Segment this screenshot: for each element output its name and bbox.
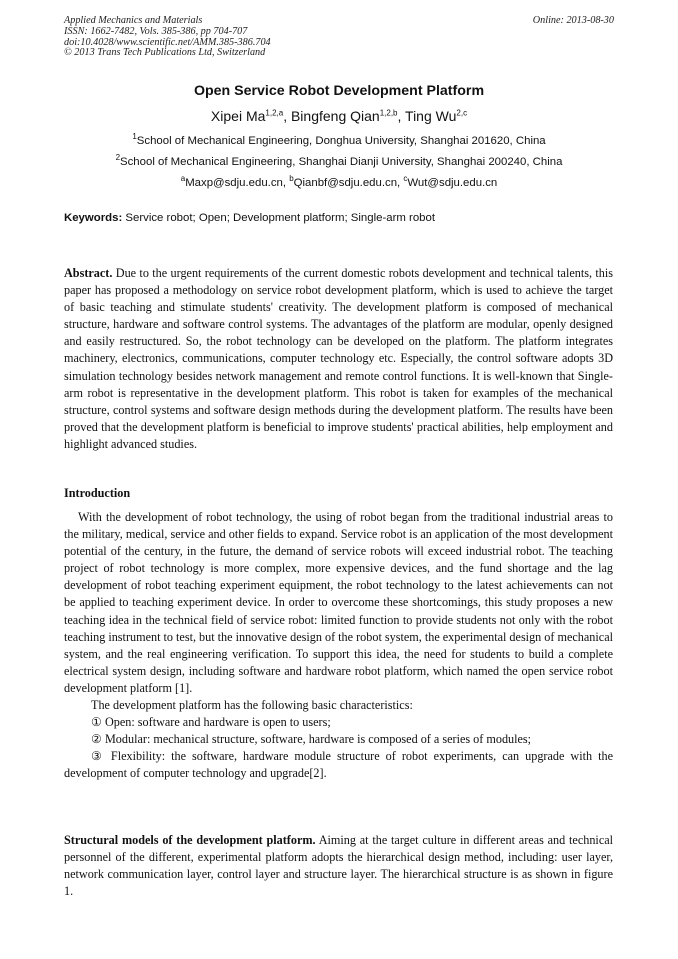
online-date: Online: 2013-08-30 xyxy=(532,15,614,26)
intro-paragraph: With the development of robot technology, the using of robot began from the traditional industrial areas to the military, medical, service and other fields to expand. Service robot is an application of the most development potential of the century, in the future, the demand of service robots will exceed industrial robot. The teaching project of robot technology is more complex, more expensive devices, and the fund shortage and the lag development of robot teaching experiment equipment, the robot technology to the latest achievements can not be applied to teaching experiment device. In order to overcome these shortcomings, this study proposes a new teaching idea in the technical field of service robot: limited function to provide students not only with the robot teaching instrument to test, but the innovative design of the robot system, the experimental design of mechanical system, and the real engineering verification. To support this idea, the need for students to build a complete electrical system design, including software and hardware robot platform, which named the open service robot development platform [1]. xyxy=(64,510,613,695)
abstract-label: Abstract. xyxy=(64,266,113,280)
doi-line: doi:10.4028/www.scientific.net/AMM.385-386.704 xyxy=(64,36,271,48)
author-name: Ting Wu xyxy=(405,108,457,124)
introduction-body xyxy=(64,509,613,783)
author-superscript: 2,c xyxy=(456,108,468,118)
author-superscript: 1,2,b xyxy=(379,108,398,118)
characteristic-item: ③ Flexibility: the software, hardware module structure of robot experiments, can upgrade with the development of computer technology and upgrade[2]. xyxy=(64,749,613,781)
abstract xyxy=(64,265,613,453)
characteristic-item: ① Open: software and hardware is open to users; xyxy=(91,715,331,730)
keywords-label: Keywords: xyxy=(64,212,123,224)
issn-line: ISSN: 1662-7482, Vols. 385-386, pp 704-707 xyxy=(64,25,248,37)
characteristic-item: ② Modular: mechanical structure, software, hardware is composed of a series of modules; xyxy=(91,732,532,747)
author-name: Xipei Ma xyxy=(210,108,266,124)
structural-text: Aiming at the target culture in different areas and technical personnel of the different, experimental platform adopts the hierarchical design method, including: user layer, network communication layer, control layer and structure layer. The hierarchical structure is as shown in figure 1. xyxy=(64,833,614,899)
email-link[interactable]: Wut@sdju.edu.cn xyxy=(407,177,498,189)
author-superscript: 1,2,a xyxy=(265,108,284,118)
intro-paragraph: The development platform has the following basic characteristics: xyxy=(91,698,413,713)
affiliation-1: $^1$School of Mechanical Engineering, Donghua University, Shanghai 201620, China xyxy=(132,132,546,147)
section-heading-introduction: Introduction xyxy=(64,486,131,500)
keywords xyxy=(64,212,435,224)
author-emails: $^a$Maxp@sdju.edu.cn, $^b$Qianbf@sdju.edu.cn, $^c$Wut@sdju.edu.cn xyxy=(180,174,498,189)
structural-models-section xyxy=(64,832,613,900)
journal-header xyxy=(64,16,271,59)
keywords-text: Service robot; Open; Development platform; Single-arm robot xyxy=(125,212,435,224)
affiliation-2: $^2$School of Mechanical Engineering, Shanghai Dianji University, Shanghai 200240, China xyxy=(115,153,563,168)
email-link[interactable]: Qianbf@sdju.edu.cn, xyxy=(293,177,401,189)
abstract-text: Due to the urgent requirements of the current domestic robots development and technical talents, this paper has proposed a methodology on service robot development platform, which is used to achieve the target of basic teaching and stimulate students' creativity. The development platform is composed of mechanical structure, hardware and software control systems. The advantages of the platform are modular, openly designed and easily restructured. So, the robot technology can be developed on the platform. The platform integrates machinery, electronics, communications, computer technology etc. Especially, the control software adopts 3D simulation technology besides network management and remote control functions. It is well-known that Single-arm robot is representative in the development platform. This robot is taken for examples of the mechanical structure, control systems and software design methods during the development platform. The results have been proved that the development platform is beneficial to improve students' practical abilities, help employment and highlight advanced studies. xyxy=(64,266,613,451)
copyright-line: © 2013 Trans Tech Publications Ltd, Switzerland xyxy=(64,47,266,59)
structural-label: Structural models of the development platform. xyxy=(64,833,316,847)
paper-title: Open Service Robot Development Platform xyxy=(193,83,485,99)
author-name: Bingfeng Qian xyxy=(290,108,380,124)
author-list: Xipei Ma$^{1,2,a}$, Bingfeng Qian$^{1,2,b}$, Ting Wu$^{2,c}$ xyxy=(210,108,468,124)
email-link[interactable]: Maxp@sdju.edu.cn, xyxy=(185,177,287,189)
journal-name: Applied Mechanics and Materials xyxy=(64,15,203,26)
